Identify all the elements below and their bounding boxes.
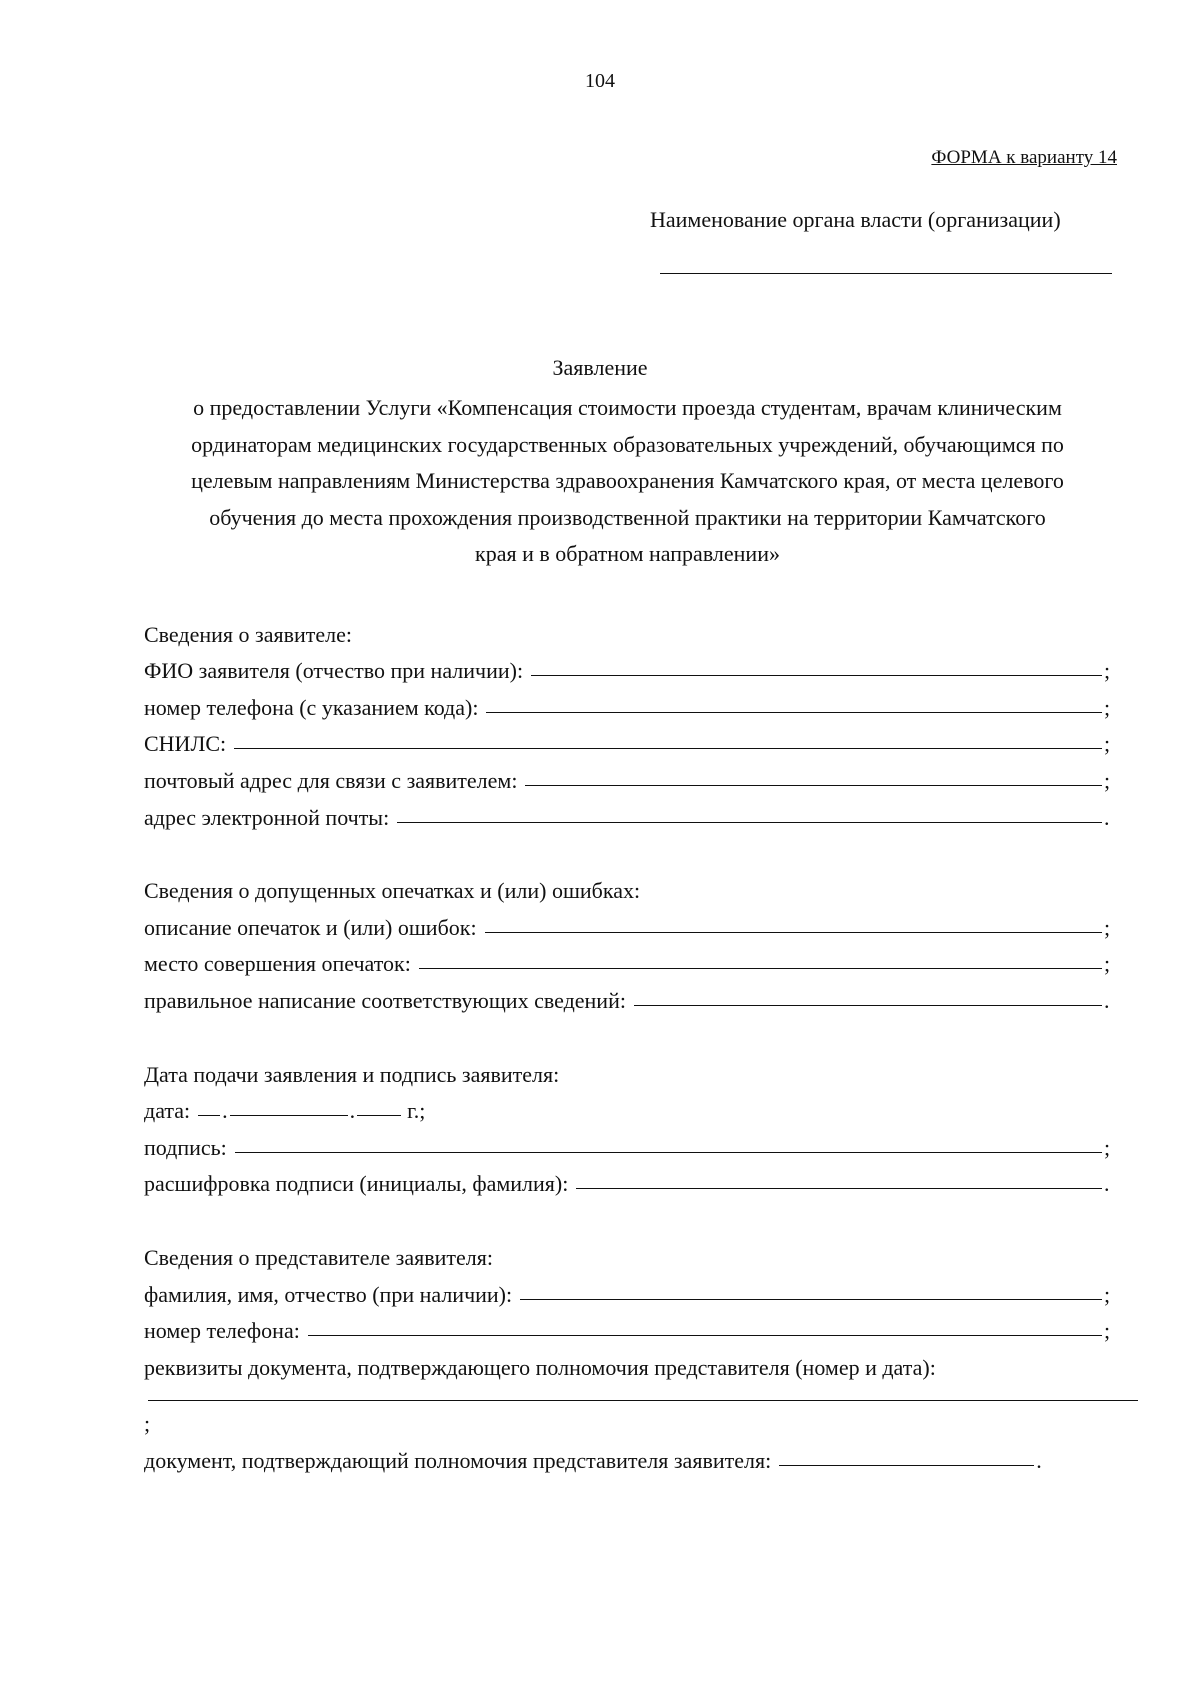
authority-document-row [144,1437,1114,1474]
correct-spelling-field[interactable] [634,1004,1102,1006]
field-label: номер телефона: [144,1318,300,1344]
field-end: ; [1104,694,1111,720]
applicant-snils-field[interactable] [234,747,1102,749]
field-label: реквизиты документа, подтверждающего полномочия представителя (номер и дата): [144,1354,936,1380]
field-label: фамилия, имя, отчество (при наличии): [144,1281,513,1307]
field-label: подпись: [144,1134,227,1160]
representative-fio-field[interactable] [520,1298,1102,1300]
field-label: СНИЛС: [144,731,227,757]
field-end: ; [1104,1281,1111,1307]
field-end: ; [1104,731,1111,757]
section-heading: Сведения о допущенных опечатках и (или) ошибках: [144,878,641,904]
field-end: ; [1104,951,1111,977]
applicant-address-row [144,757,1114,794]
form-sections [144,611,1114,1511]
field-label: место совершения опечаток: [144,951,411,977]
subtitle-line: о предоставлении Услуги «Компенсация стоимости проезда студентам, врачам клиническим [193,395,1062,420]
applicant-phone-field[interactable] [486,711,1102,713]
document-title: Заявление [552,355,648,380]
authority-block [650,207,1120,274]
document-subtitle [140,390,1115,573]
subtitle-line: обучения до места прохождения производственной практики на территории Камчатского [209,504,1046,530]
correct-spelling-row [144,977,1114,1014]
date-label: дата: [144,1098,191,1124]
signature-row [144,1124,1114,1161]
section-heading: Сведения о заявителе: [144,621,353,647]
submission-section [144,1051,1114,1197]
subtitle-line: края и в обратном направлении» [475,541,780,566]
error-description-row [144,904,1114,941]
representative-section [144,1234,1114,1474]
field-end: . [1036,1447,1042,1473]
signature-decode-field[interactable] [576,1187,1102,1189]
error-location-field[interactable] [419,967,1102,969]
page-number: 104 [585,70,615,92]
field-label: почтовый адрес для связи с заявителем: [144,767,518,793]
field-label: документ, подтверждающий полномочия представителя заявителя: [144,1447,772,1473]
requisites-label-row [144,1344,1114,1381]
applicant-fio-row [144,648,1114,685]
field-label: расшифровка подписи (инициалы, фамилия): [144,1171,569,1197]
date-row [144,1088,1114,1125]
field-label: ФИО заявителя (отчество при наличии): [144,658,524,684]
requisites-end-row [144,1401,1114,1438]
applicant-email-field[interactable] [397,821,1102,823]
date-year-field[interactable] [357,1114,401,1116]
signature-decode-row [144,1161,1114,1198]
field-label: правильное написание соответствующих сведений: [144,987,626,1013]
field-end: ; [1104,658,1111,684]
representative-phone-row [144,1308,1114,1345]
authority-document-field[interactable] [779,1464,1034,1466]
field-label: адрес электронной почты: [144,804,390,830]
applicant-address-field[interactable] [525,784,1102,786]
field-end: ; [144,1411,151,1437]
representative-phone-field[interactable] [308,1334,1102,1336]
representative-fio-row [144,1271,1114,1308]
errors-section [144,868,1114,1014]
section-heading: Дата подачи заявления и подпись заявителя: [144,1061,560,1087]
applicant-section [144,611,1114,831]
subtitle-line: ординаторам медицинских государственных образовательных учреждений, обучающимся по [191,431,1064,457]
field-end: ; [1104,914,1111,940]
field-end: . [1104,804,1110,830]
date-day-field[interactable] [198,1114,220,1116]
field-label: номер телефона (с указанием кода): [144,694,479,720]
field-end: ; [1104,767,1111,793]
field-end: ; [1104,1318,1111,1344]
form-label: ФОРМА к варианту 14 [931,147,1117,168]
applicant-email-row [144,794,1114,831]
applicant-phone-row [144,684,1114,721]
date-year-suffix: г.; [407,1098,426,1124]
field-label: описание опечаток и (или) ошибок: [144,914,477,940]
section-heading: Сведения о представителе заявителя: [144,1244,493,1270]
error-location-row [144,941,1114,978]
authority-name-field[interactable] [660,255,1112,274]
date-month-field[interactable] [230,1114,348,1116]
applicant-fio-field[interactable] [531,674,1102,676]
signature-field[interactable] [235,1151,1102,1153]
field-end: ; [1104,1134,1111,1160]
subtitle-line: целевым направлениям Министерства здравоохранения Камчатского края, от места целевого [191,468,1064,493]
applicant-snils-row [144,721,1114,758]
error-description-field[interactable] [485,931,1102,933]
date-separator: . [222,1098,228,1124]
authority-title: Наименование органа власти (организации) [650,207,1061,232]
date-separator: . [349,1098,356,1124]
field-end: . [1104,987,1110,1013]
field-end: . [1104,1171,1110,1197]
